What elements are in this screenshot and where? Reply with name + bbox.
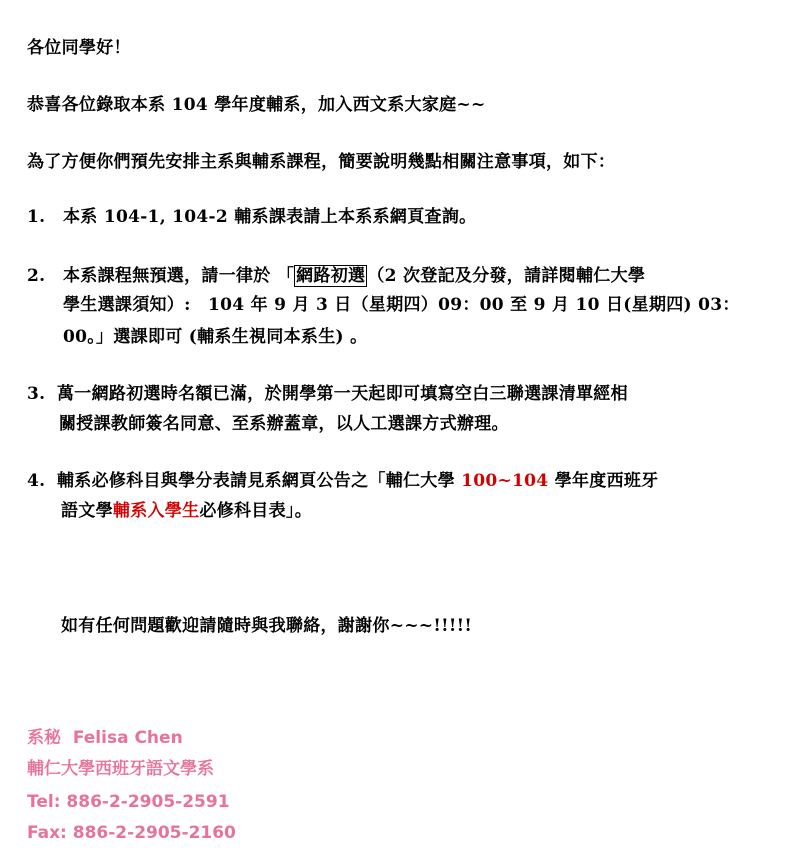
signature-title: 系秘 [27,728,61,748]
item-number: 3. [27,384,46,404]
item-number: 4. [27,471,46,491]
signature-department: 輔仁大學西班牙語文學系 [27,759,214,779]
item-text: 輔系必修科目與學分表請見系網頁公告之「輔仁大學 [57,471,462,491]
list-item-4 [27,470,658,492]
list-item-4-line-2 [61,500,312,522]
item-text: （2 次登記及分發，請詳閱輔仁大學 [367,266,646,286]
congratulation-line: 恭喜各位錄取本系 104 學年度輔系，加入西文系大家庭~~ [27,95,486,115]
item-text: 必修科目表」。 [199,501,313,521]
signature-title-line [27,727,183,749]
signature-tel: Tel: 886-2-2905-2591 [27,792,230,812]
boxed-term: 網路初選 [296,266,366,286]
item-number: 1. [27,207,46,227]
list-item-2-line-3: 00。」選課即可 (輔系生視同本系生) 。 [63,327,368,347]
list-item-3-line-2: 關授課教師簽名同意、至系辦蓋章，以人工選課方式辦理。 [59,414,509,434]
list-item-2-line-2: 學生選課須知）: 104 年 9 月 3 日（星期四）09：00 至 9 月 10 日(星期四) 03： [63,295,740,315]
signature-fax: Fax: 886-2-2905-2160 [27,823,236,843]
list-item-1 [27,206,476,228]
highlight-years: 100~104 [461,471,549,491]
item-text: 本系課程無預選，請一律於 「 [63,266,295,286]
item-text: 萬一網路初選時名額已滿，於開學第一天起即可填寫空白三聯選課清單經相 [57,384,628,404]
list-item-2 [27,265,645,287]
greeting: 各位同學好！ [27,38,131,58]
highlight-minor-students: 輔系入學生 [112,501,200,521]
intro-line: 為了方便你們預先安排主系與輔系課程，簡要說明幾點相關注意事項，如下： [27,152,616,172]
item-text: 語文學 [61,501,113,521]
list-item-3 [27,383,628,405]
item-text: 學年度西班牙 [548,471,659,491]
closing-line: 如有任何問題歡迎請隨時與我聯絡，謝謝你~~~!!!!! [61,616,473,636]
item-text: 本系 104-1, 104-2 輔系課表請上本系系網頁查詢。 [63,207,477,227]
item-number: 2. [27,266,46,286]
signature-name: Felisa Chen [72,728,183,748]
